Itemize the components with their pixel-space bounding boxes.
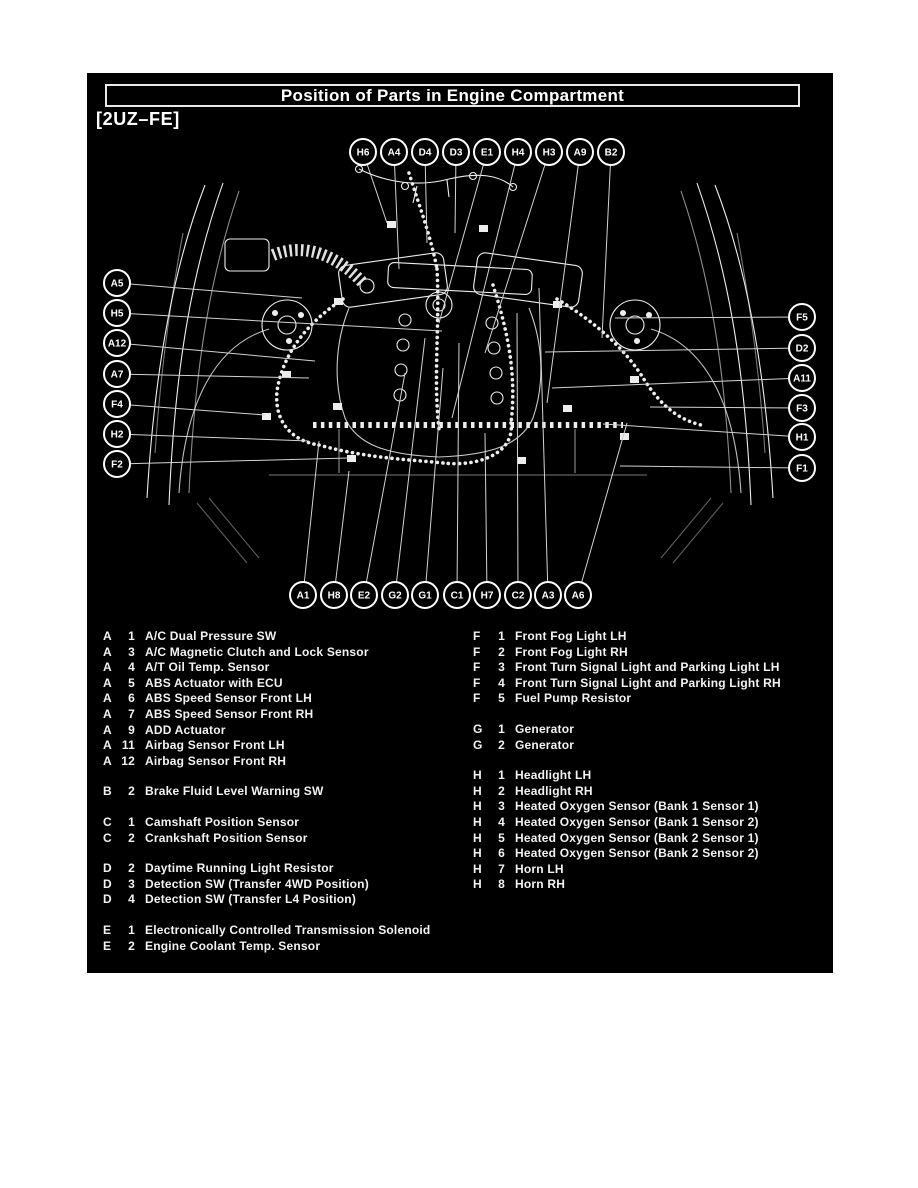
part-letter: H	[473, 814, 482, 829]
part-letter: G	[473, 721, 483, 736]
part-number: 3	[128, 644, 135, 659]
callout-a4	[381, 139, 407, 165]
part-number: 1	[128, 629, 135, 643]
part-letter: A	[103, 691, 112, 706]
part-letter: H	[473, 830, 482, 845]
leader-line-g1	[425, 368, 443, 595]
callout-f5	[789, 304, 815, 330]
callout-label: C1	[450, 590, 464, 602]
leader-line-f1	[620, 466, 802, 468]
callout-a5	[104, 270, 130, 296]
part-name: Camshaft Position Sensor	[145, 814, 300, 829]
callout-label: C2	[511, 590, 525, 602]
leader-line-a12	[117, 343, 315, 361]
part-number: 2	[128, 861, 135, 876]
part-number: 2	[128, 938, 135, 953]
part-name: Airbag Sensor Front RH	[145, 753, 287, 768]
callout-label: A11	[793, 373, 811, 385]
leader-line-layer	[117, 152, 802, 595]
legend-row-c2	[103, 831, 463, 847]
part-letter: A	[103, 675, 112, 690]
callout-label: A5	[110, 278, 124, 290]
part-number: 3	[128, 876, 135, 891]
callout-f4	[104, 391, 130, 417]
part-name: ABS Speed Sensor Front RH	[145, 706, 314, 721]
part-name: Heated Oxygen Sensor (Bank 1 Sensor 2)	[515, 814, 759, 829]
legend-group	[103, 629, 463, 769]
part-name: Heated Oxygen Sensor (Bank 2 Sensor 2)	[515, 846, 759, 861]
part-letter: H	[473, 799, 482, 814]
callout-label: E2	[357, 590, 371, 602]
part-letter: A	[103, 738, 112, 753]
callout-label: F3	[796, 403, 808, 415]
part-number: 1	[498, 629, 505, 643]
part-number: 8	[498, 877, 505, 892]
part-name: Headlight RH	[515, 783, 593, 798]
part-name: Heated Oxygen Sensor (Bank 2 Sensor 1)	[515, 830, 759, 845]
leader-line-f3	[650, 407, 802, 408]
part-letter: A	[103, 629, 112, 643]
legend-row-a12	[103, 754, 463, 770]
legend-row-a1	[103, 629, 463, 645]
leader-line-b2	[602, 152, 611, 338]
callout-a11	[789, 365, 815, 391]
part-letter: H	[473, 768, 482, 783]
legend-row-h3	[473, 799, 825, 815]
part-letter: H	[473, 877, 482, 892]
callout-label: A4	[387, 147, 401, 159]
callout-h5	[104, 300, 130, 326]
part-letter: C	[103, 830, 112, 845]
leader-line-a11	[552, 378, 802, 388]
callout-label: H1	[795, 432, 809, 444]
callout-d2	[789, 335, 815, 361]
part-name: Detection SW (Transfer 4WD Position)	[145, 876, 369, 891]
part-number: 2	[128, 830, 135, 845]
callout-label: F2	[111, 459, 123, 471]
part-letter: A	[103, 660, 112, 675]
part-letter: H	[473, 861, 482, 876]
part-letter: F	[473, 629, 481, 643]
callout-c1	[444, 582, 470, 608]
callout-a7	[104, 361, 130, 387]
part-letter: A	[103, 722, 112, 737]
legend-row-h8	[473, 877, 825, 893]
leader-line-c2	[517, 313, 518, 595]
legend-row-a9	[103, 723, 463, 739]
leader-line-h2	[117, 434, 309, 441]
callout-label: A6	[571, 590, 585, 602]
part-name: Detection SW (Transfer L4 Position)	[145, 892, 357, 907]
callout-f1	[789, 455, 815, 481]
legend-row-a7	[103, 707, 463, 723]
part-number: 4	[498, 675, 505, 690]
leader-line-g2	[395, 338, 425, 595]
part-letter: D	[103, 861, 112, 876]
callout-h1	[789, 424, 815, 450]
legend-row-d3	[103, 877, 463, 893]
callout-e2	[351, 582, 377, 608]
callout-label: G2	[388, 590, 402, 602]
legend-row-h5	[473, 831, 825, 847]
part-letter: A	[103, 644, 112, 659]
page-title: Position of Parts in Engine Compartment	[280, 85, 625, 105]
part-number: 2	[498, 737, 505, 752]
part-letter: B	[103, 784, 112, 799]
part-name: ADD Actuator	[145, 722, 226, 737]
leader-line-d2	[545, 348, 802, 352]
part-number: 1	[128, 922, 135, 937]
callout-label: E1	[480, 147, 494, 159]
legend-row-f3	[473, 660, 825, 676]
leader-line-c1	[457, 343, 459, 595]
part-number: 6	[498, 846, 505, 861]
part-letter: C	[103, 814, 112, 829]
callout-label: D3	[449, 147, 463, 159]
part-letter: F	[473, 691, 481, 706]
legend-group	[473, 722, 825, 753]
part-number: 3	[498, 660, 505, 675]
leader-line-a4	[394, 152, 399, 269]
leader-line-f4	[117, 404, 265, 415]
legend-row-a11	[103, 738, 463, 754]
legend-row-a5	[103, 676, 463, 692]
callout-label: A7	[110, 369, 124, 381]
leader-line-h8	[334, 471, 349, 595]
part-letter: A	[103, 706, 112, 721]
callout-label: H7	[480, 590, 494, 602]
callout-a9	[567, 139, 593, 165]
part-letter: F	[473, 660, 481, 675]
callout-d4	[412, 139, 438, 165]
callout-label: H2	[110, 429, 124, 441]
part-number: 2	[498, 783, 505, 798]
leader-line-f2	[117, 458, 349, 464]
part-number: 7	[498, 861, 505, 876]
legend-row-h2	[473, 784, 825, 800]
callout-label: H6	[356, 147, 370, 159]
legend-group	[473, 629, 825, 707]
legend-row-h6	[473, 846, 825, 862]
part-number: 1	[498, 768, 505, 783]
part-name: Horn LH	[515, 861, 564, 876]
part-name: A/C Magnetic Clutch and Lock Sensor	[145, 644, 369, 659]
callout-f2	[104, 451, 130, 477]
callout-a1	[290, 582, 316, 608]
leader-line-a6	[578, 423, 627, 595]
leader-line-h5	[117, 313, 442, 331]
callout-h6	[350, 139, 376, 165]
engine-compartment-diagram	[87, 73, 833, 621]
part-number: 5	[498, 830, 505, 845]
leader-line-h1	[603, 424, 802, 437]
part-name: Crankshaft Position Sensor	[145, 830, 308, 845]
part-number: 1	[128, 814, 135, 829]
callout-a3	[535, 582, 561, 608]
part-name: ABS Actuator with ECU	[145, 675, 283, 690]
legend-row-f4	[473, 676, 825, 692]
part-letter: G	[473, 737, 483, 752]
part-name: Daytime Running Light Resistor	[145, 861, 334, 876]
part-name: A/T Oil Temp. Sensor	[145, 660, 270, 675]
part-number: 4	[128, 660, 135, 675]
engine-code-label: [2UZ–FE]	[96, 109, 180, 129]
part-number: 4	[128, 892, 135, 907]
part-letter: A	[103, 753, 112, 768]
callout-h8	[321, 582, 347, 608]
callout-h4	[505, 139, 531, 165]
legend-row-d2	[103, 861, 463, 877]
callout-label: H8	[327, 590, 341, 602]
legend-group	[103, 815, 463, 846]
legend-group	[103, 861, 463, 908]
part-name: Generator	[515, 721, 575, 736]
part-letter: F	[473, 644, 481, 659]
part-number: 2	[128, 784, 135, 799]
callout-h2	[104, 421, 130, 447]
legend-row-h7	[473, 862, 825, 878]
callout-h7	[474, 582, 500, 608]
callout-label: B2	[604, 147, 618, 159]
legend-row-f2	[473, 645, 825, 661]
part-letter: D	[103, 876, 112, 891]
callout-label: D2	[795, 343, 809, 355]
leader-line-a9	[547, 152, 580, 403]
legend-group	[103, 923, 463, 954]
callout-g1	[412, 582, 438, 608]
callout-label: H5	[110, 308, 124, 320]
part-letter: H	[473, 783, 482, 798]
legend-row-f5	[473, 691, 825, 707]
part-name: Fuel Pump Resistor	[515, 691, 632, 706]
part-name: Brake Fluid Level Warning SW	[145, 784, 324, 799]
part-name: ABS Speed Sensor Front LH	[145, 691, 313, 706]
callout-label: A9	[573, 147, 587, 159]
part-number: 6	[128, 691, 135, 706]
part-name: A/C Dual Pressure SW	[145, 629, 277, 643]
callout-a6	[565, 582, 591, 608]
leader-line-f5	[615, 317, 802, 318]
part-name: Horn RH	[515, 877, 566, 892]
callout-label: A12	[107, 338, 127, 350]
legend-row-e2	[103, 939, 463, 955]
part-name: Headlight LH	[515, 768, 592, 783]
callout-e1	[474, 139, 500, 165]
callout-label: H4	[511, 147, 525, 159]
leader-line-e1	[439, 152, 487, 323]
part-name: Engine Coolant Temp. Sensor	[145, 938, 321, 953]
part-number: 2	[498, 644, 505, 659]
legend-group	[473, 768, 825, 893]
part-letter: H	[473, 846, 482, 861]
leader-line-a5	[117, 283, 302, 298]
part-letter: F	[473, 675, 481, 690]
manual-page	[87, 73, 833, 973]
legend-row-g1	[473, 722, 825, 738]
callout-d3	[443, 139, 469, 165]
part-number: 5	[128, 675, 135, 690]
part-name: Electronically Controlled Transmission Solenoid	[145, 922, 431, 937]
legend-row-f1	[473, 629, 825, 645]
legend-row-a4	[103, 660, 463, 676]
legend-row-d4	[103, 892, 463, 908]
part-name: Generator	[515, 737, 575, 752]
callout-a12	[104, 330, 130, 356]
legend-column-right	[473, 629, 825, 908]
part-number: 9	[128, 722, 135, 737]
engine-illustration	[147, 166, 773, 564]
part-name: Front Fog Light RH	[515, 644, 628, 659]
callout-label: F4	[111, 399, 123, 411]
callout-label: F5	[796, 312, 808, 324]
part-letter: E	[103, 922, 112, 937]
part-name: Airbag Sensor Front LH	[145, 738, 285, 753]
part-number: 1	[498, 721, 505, 736]
callout-label: G1	[418, 590, 432, 602]
callout-label: H3	[542, 147, 556, 159]
legend-row-c1	[103, 815, 463, 831]
legend-row-a3	[103, 645, 463, 661]
legend-row-a6	[103, 691, 463, 707]
legend-group	[103, 784, 463, 800]
part-number: 3	[498, 799, 505, 814]
part-number: 11	[121, 738, 135, 753]
callout-label: A3	[541, 590, 555, 602]
callout-h3	[536, 139, 562, 165]
part-number: 4	[498, 814, 505, 829]
legend-row-h4	[473, 815, 825, 831]
callout-label: A1	[296, 590, 310, 602]
legend-row-e1	[103, 923, 463, 939]
legend-column-left	[103, 629, 463, 969]
part-letter: D	[103, 892, 112, 907]
leader-line-a1	[303, 441, 319, 595]
part-number: 5	[498, 691, 505, 706]
legend-row-h1	[473, 768, 825, 784]
part-number: 12	[121, 753, 135, 768]
part-number: 7	[128, 706, 135, 721]
part-name: Front Fog Light LH	[515, 629, 627, 643]
leader-line-h4	[452, 152, 518, 418]
callout-f3	[789, 395, 815, 421]
callout-b2	[598, 139, 624, 165]
part-name: Front Turn Signal Light and Parking Light LH	[515, 660, 780, 675]
leader-line-a3	[539, 288, 548, 595]
part-name: Heated Oxygen Sensor (Bank 1 Sensor 1)	[515, 799, 759, 814]
callout-c2	[505, 582, 531, 608]
legend-row-b2	[103, 784, 463, 800]
callout-g2	[382, 582, 408, 608]
part-letter: E	[103, 938, 112, 953]
legend-row-g2	[473, 738, 825, 754]
callout-label: D4	[418, 147, 432, 159]
callout-label: F1	[796, 463, 808, 475]
part-name: Front Turn Signal Light and Parking Light RH	[515, 675, 781, 690]
